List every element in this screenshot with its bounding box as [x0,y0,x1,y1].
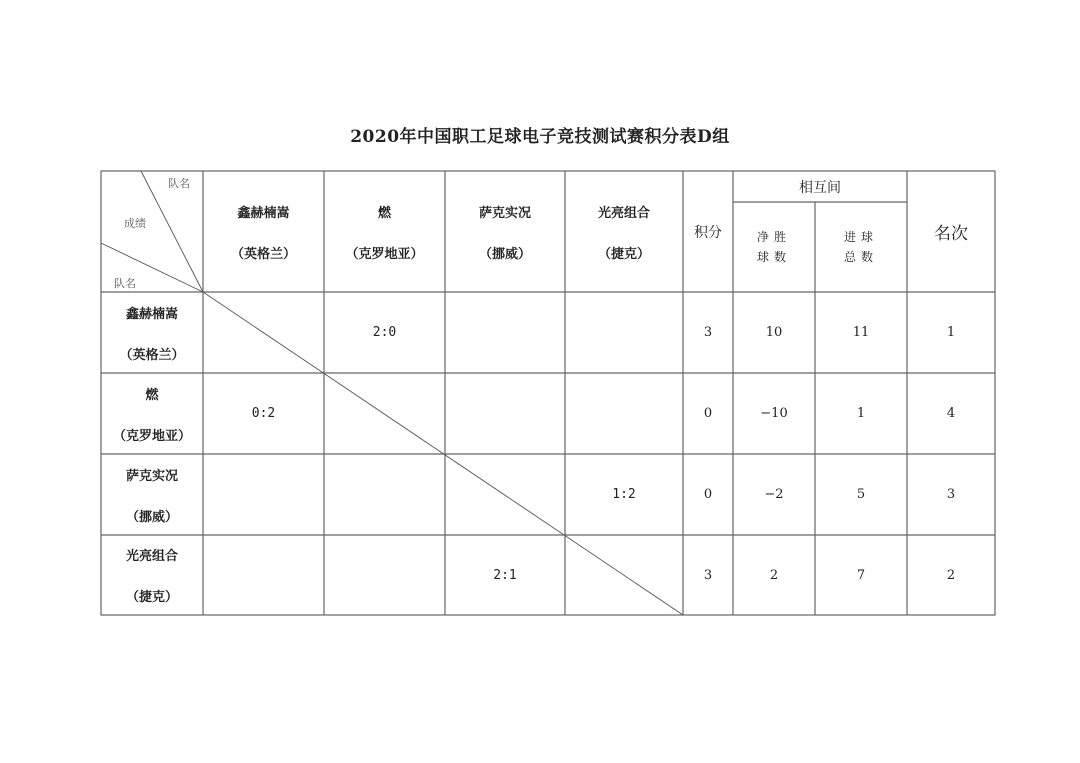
goals-for-header [815,202,907,292]
goal-diff-cell: −2 [764,487,784,502]
corner-top-label: 队名 [168,177,190,190]
goals-for-cell: 11 [852,325,870,340]
row-header-team [101,535,203,615]
result-cell: 1:2 [612,487,636,502]
rank-header: 名次 [934,224,968,244]
goal-diff-cell: −10 [760,406,788,421]
points-header: 积分 [694,224,722,241]
column-header-team [203,171,324,292]
goal-diff-cell: 10 [765,325,783,340]
column-header-team [445,171,565,292]
row-header-team [101,292,203,373]
result-cell: 2:1 [493,567,517,583]
goals-for-cell: 7 [856,567,866,583]
result-cell [565,292,683,373]
rank-cell: 4 [946,406,956,421]
column-header-team [324,171,445,292]
points-cell: 0 [703,406,713,421]
result-cell [203,454,324,535]
result-cell [324,454,445,535]
page-title: 2020年中国职工足球电子竞技测试赛积分表D组 [350,127,730,147]
goals-for-header-line2: 总数 [843,250,878,264]
result-cell [203,535,324,615]
goal-diff-header-line1: 净胜 [756,230,791,244]
result-cell [324,373,445,454]
team-country: （克罗地亚） [345,246,424,262]
team-name: 燃 [145,387,159,403]
team-name: 光亮组合 [125,549,178,564]
team-country: （英格兰） [230,246,296,262]
goals-for-header-line1: 进球 [843,230,878,244]
team-country: （英格兰） [119,347,185,363]
team-country: （捷克） [597,246,650,262]
result-cell [565,373,683,454]
goals-for-cell: 1 [856,406,866,421]
team-name: 萨克实况 [478,205,531,221]
points-cell: 3 [703,567,713,583]
rank-cell: 3 [946,487,956,502]
rank-cell: 1 [946,325,956,340]
team-name: 光亮组合 [597,205,650,221]
column-header-team [565,171,683,292]
corner-bottom-label: 队名 [114,277,136,290]
rank-cell: 2 [946,567,956,583]
mutual-header: 相互间 [799,179,841,196]
goal-diff-header-line2: 球数 [756,250,791,264]
result-cell [445,373,565,454]
result-cell [203,292,324,373]
row-header-team [101,454,203,535]
team-name: 萨克实况 [125,468,178,484]
result-cell [565,535,683,615]
result-cell: 0:2 [251,406,276,421]
points-cell: 0 [703,487,713,502]
team-name: 燃 [377,205,391,221]
goal-diff-cell: 2 [769,567,779,583]
points-cell: 3 [703,325,713,340]
team-name: 鑫赫楠嵩 [125,306,178,322]
team-name: 鑫赫楠嵩 [237,205,290,221]
row-header-team [101,373,203,454]
team-country: （捷克） [125,590,178,605]
corner-middle-label: 成绩 [124,217,146,230]
goals-for-cell: 5 [856,487,866,502]
result-cell [445,292,565,373]
team-country: （克罗地亚） [112,428,191,444]
goal-diff-header [733,202,815,292]
result-cell: 2:0 [372,325,397,340]
result-cell [445,454,565,535]
result-cell [324,535,445,615]
team-country: （挪威） [478,246,531,262]
team-country: （挪威） [125,509,178,525]
